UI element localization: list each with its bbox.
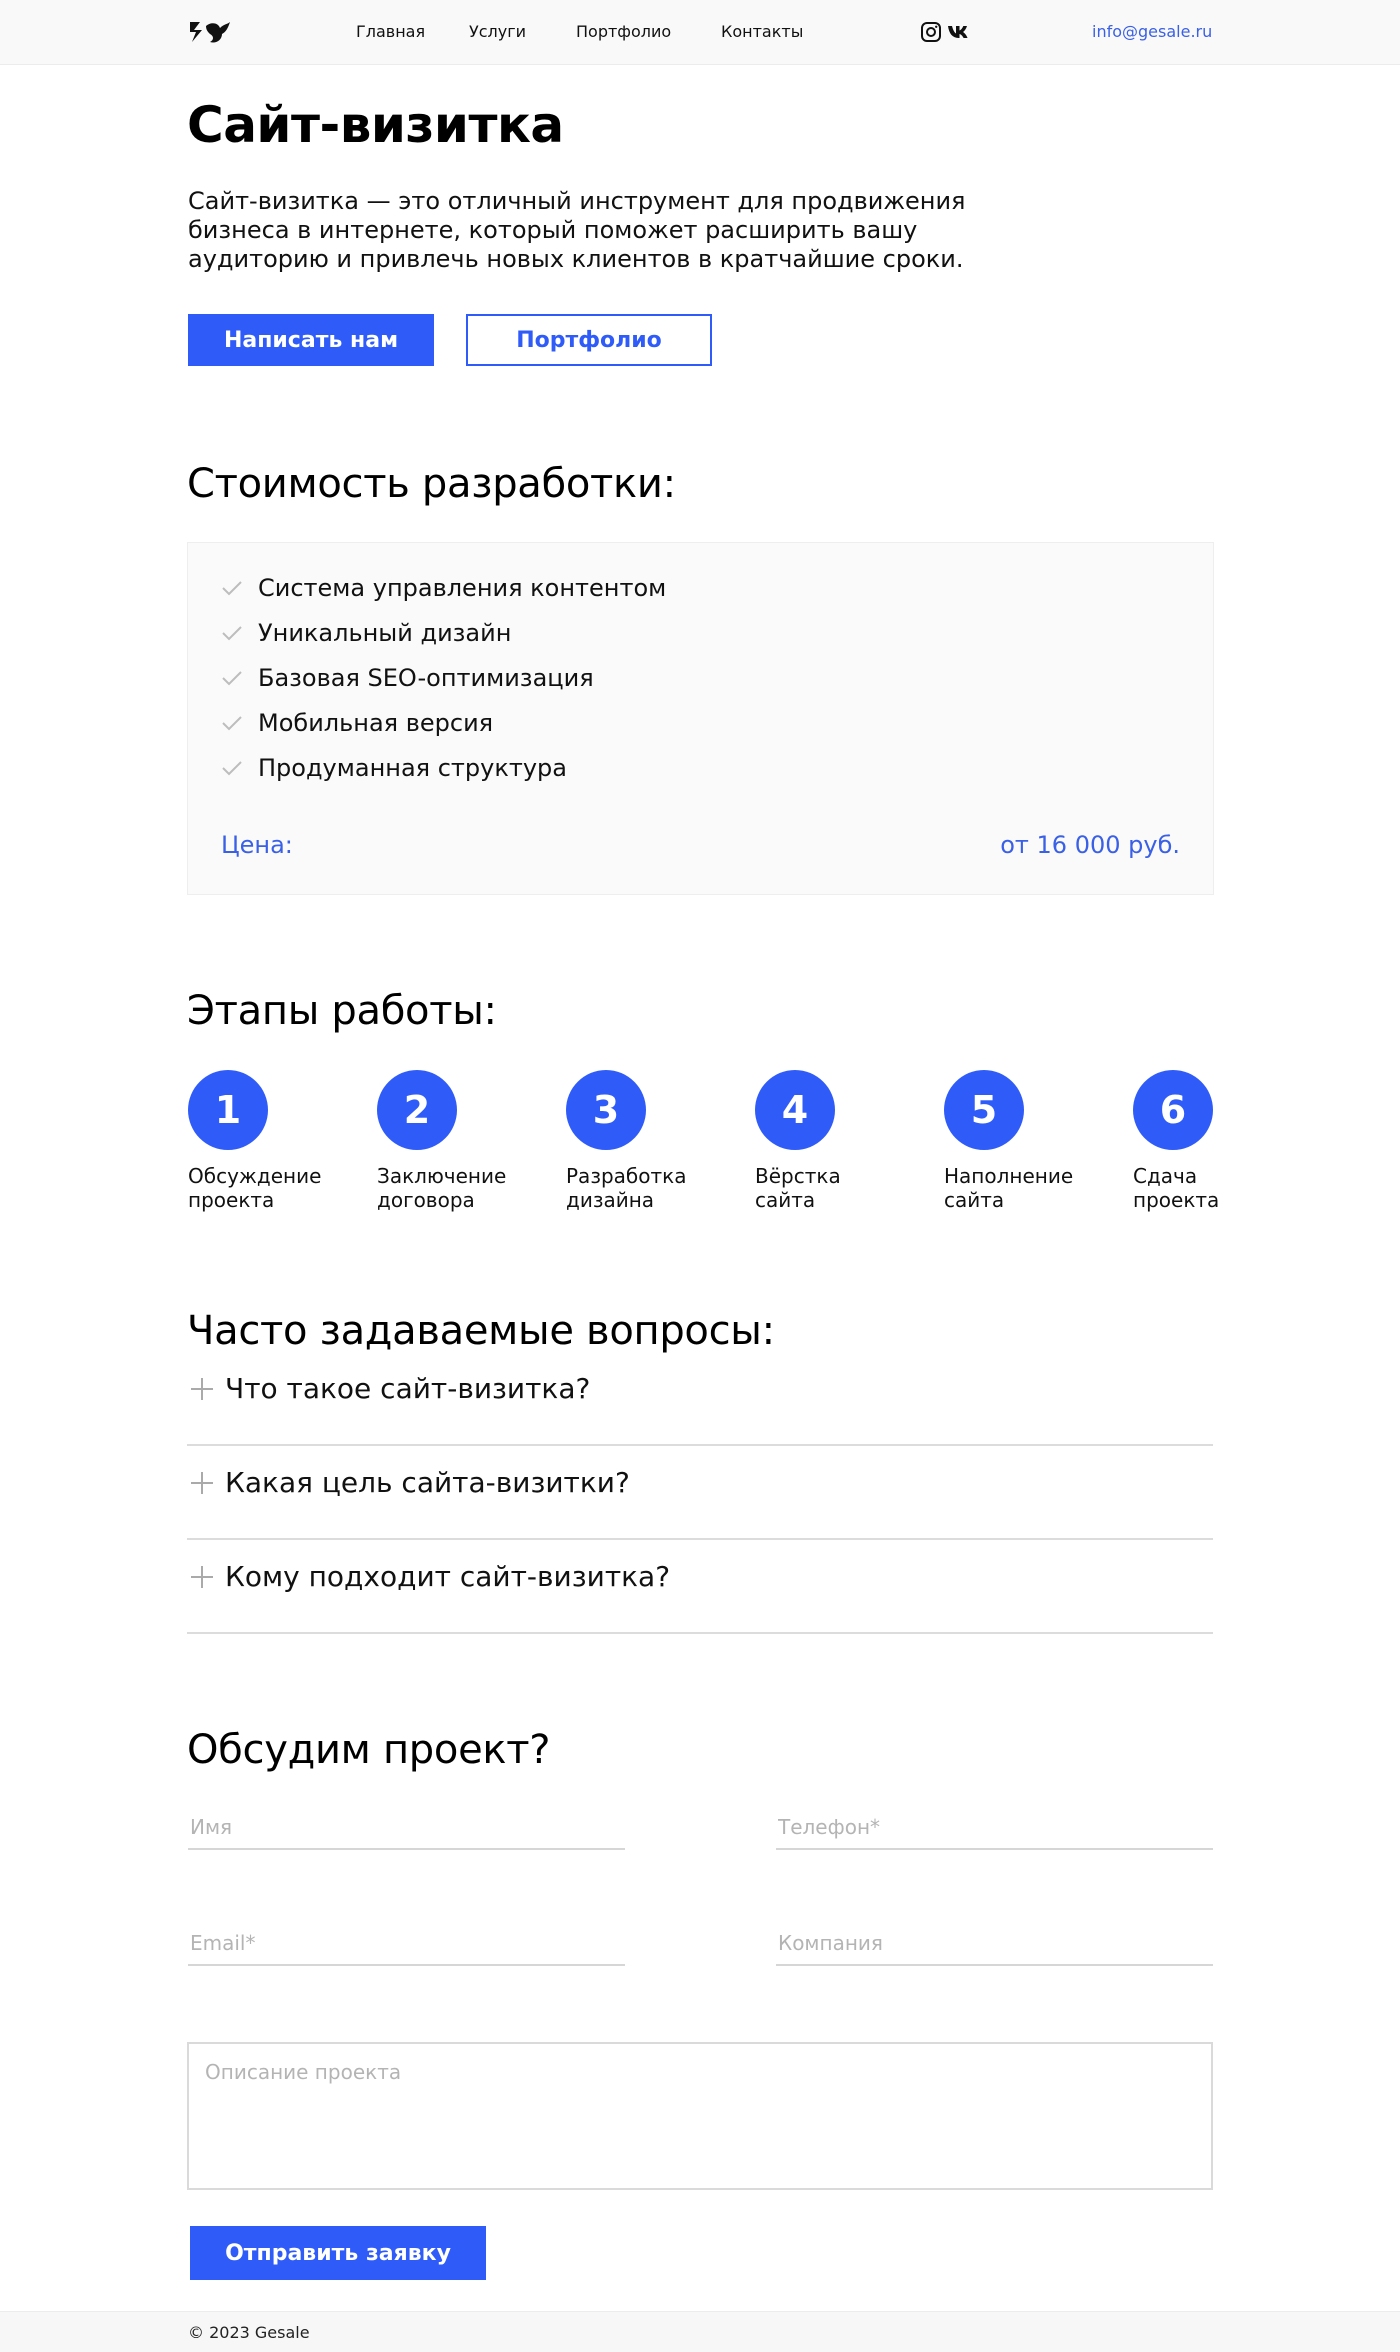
step-item: [566, 1070, 726, 1212]
logo-icon[interactable]: [188, 18, 232, 46]
step-label: Заключение договора: [377, 1164, 507, 1212]
step-number: 4: [755, 1070, 835, 1150]
step-item: [377, 1070, 537, 1212]
step-item: [944, 1070, 1104, 1212]
plus-icon: [189, 1376, 215, 1402]
check-icon: [220, 711, 244, 735]
feature-item: [220, 618, 511, 648]
check-icon: [220, 666, 244, 690]
feature-text: Система управления контентом: [258, 574, 667, 602]
faq-heading: Часто задаваемые вопросы:: [187, 1308, 775, 1354]
faq-item[interactable]: [187, 1456, 1213, 1540]
name-field[interactable]: [188, 1806, 625, 1850]
faq-item[interactable]: [187, 1550, 1213, 1634]
plus-icon: [189, 1470, 215, 1496]
step-number: 6: [1133, 1070, 1213, 1150]
step-item: [755, 1070, 915, 1212]
pricing-heading: Стоимость разработки:: [187, 461, 676, 507]
feature-text: Уникальный дизайн: [258, 619, 512, 647]
step-number: 5: [944, 1070, 1024, 1150]
faq-item[interactable]: [187, 1362, 1213, 1446]
pricing-card: [187, 542, 1214, 895]
contact-us-button[interactable]: Написать нам: [188, 314, 434, 366]
page-title: Сайт-визитка: [187, 96, 564, 154]
plus-icon: [189, 1564, 215, 1590]
step-item: [188, 1070, 348, 1212]
site-footer: [0, 2311, 1400, 2352]
price-label: Цена:: [221, 831, 293, 859]
feature-item: [220, 753, 567, 783]
step-label: Разработка дизайна: [566, 1164, 687, 1212]
feature-item: [220, 573, 666, 603]
portfolio-button[interactable]: Портфолио: [466, 314, 712, 366]
feature-item: [220, 708, 493, 738]
step-label: Обсуждение проекта: [188, 1164, 322, 1212]
faq-question: Что такое сайт-визитка?: [225, 1372, 591, 1405]
feature-text: Мобильная версия: [258, 709, 494, 737]
site-header: [0, 0, 1400, 65]
vk-icon[interactable]: [946, 20, 970, 44]
copyright-text: © 2023 Gesale: [188, 2323, 310, 2342]
check-icon: [220, 576, 244, 600]
instagram-icon[interactable]: [919, 20, 943, 44]
nav-item-services[interactable]: Услуги: [469, 22, 527, 41]
feature-text: Базовая SEO-оптимизация: [258, 664, 594, 692]
feature-item: [220, 663, 594, 693]
nav-item-home[interactable]: Главная: [356, 22, 426, 41]
step-number: 2: [377, 1070, 457, 1150]
company-field[interactable]: [776, 1922, 1213, 1966]
nav-item-contacts[interactable]: Контакты: [721, 22, 804, 41]
faq-question: Какая цель сайта-визитки?: [225, 1466, 630, 1499]
step-number: 1: [188, 1070, 268, 1150]
hero-description: Сайт-визитка — это отличный инструмент для продвижения бизнеса в интернете, который поможет расширить вашу аудиторию и привлечь новых клиентов в кратчайшие сроки.: [188, 187, 966, 273]
step-label: Вёрстка сайта: [755, 1164, 841, 1212]
header-email-link[interactable]: info@gesale.ru: [1092, 22, 1213, 41]
faq-question: Кому подходит сайт-визитка?: [225, 1560, 671, 1593]
check-icon: [220, 621, 244, 645]
email-field[interactable]: [188, 1922, 625, 1966]
check-icon: [220, 756, 244, 780]
feature-text: Продуманная структура: [258, 754, 567, 782]
step-number: 3: [566, 1070, 646, 1150]
step-label: Наполнение сайта: [944, 1164, 1074, 1212]
price-value: от 16 000 руб.: [1000, 831, 1180, 859]
form-heading: Обсудим проект?: [187, 1727, 551, 1773]
submit-request-button[interactable]: Отправить заявку: [190, 2226, 486, 2280]
project-description-field[interactable]: [187, 2042, 1213, 2190]
nav-item-portfolio[interactable]: Портфолио: [576, 22, 672, 41]
step-item: [1133, 1070, 1233, 1212]
phone-field[interactable]: [776, 1806, 1213, 1850]
steps-heading: Этапы работы:: [187, 988, 497, 1034]
step-label: Сдача проекта: [1133, 1164, 1220, 1212]
